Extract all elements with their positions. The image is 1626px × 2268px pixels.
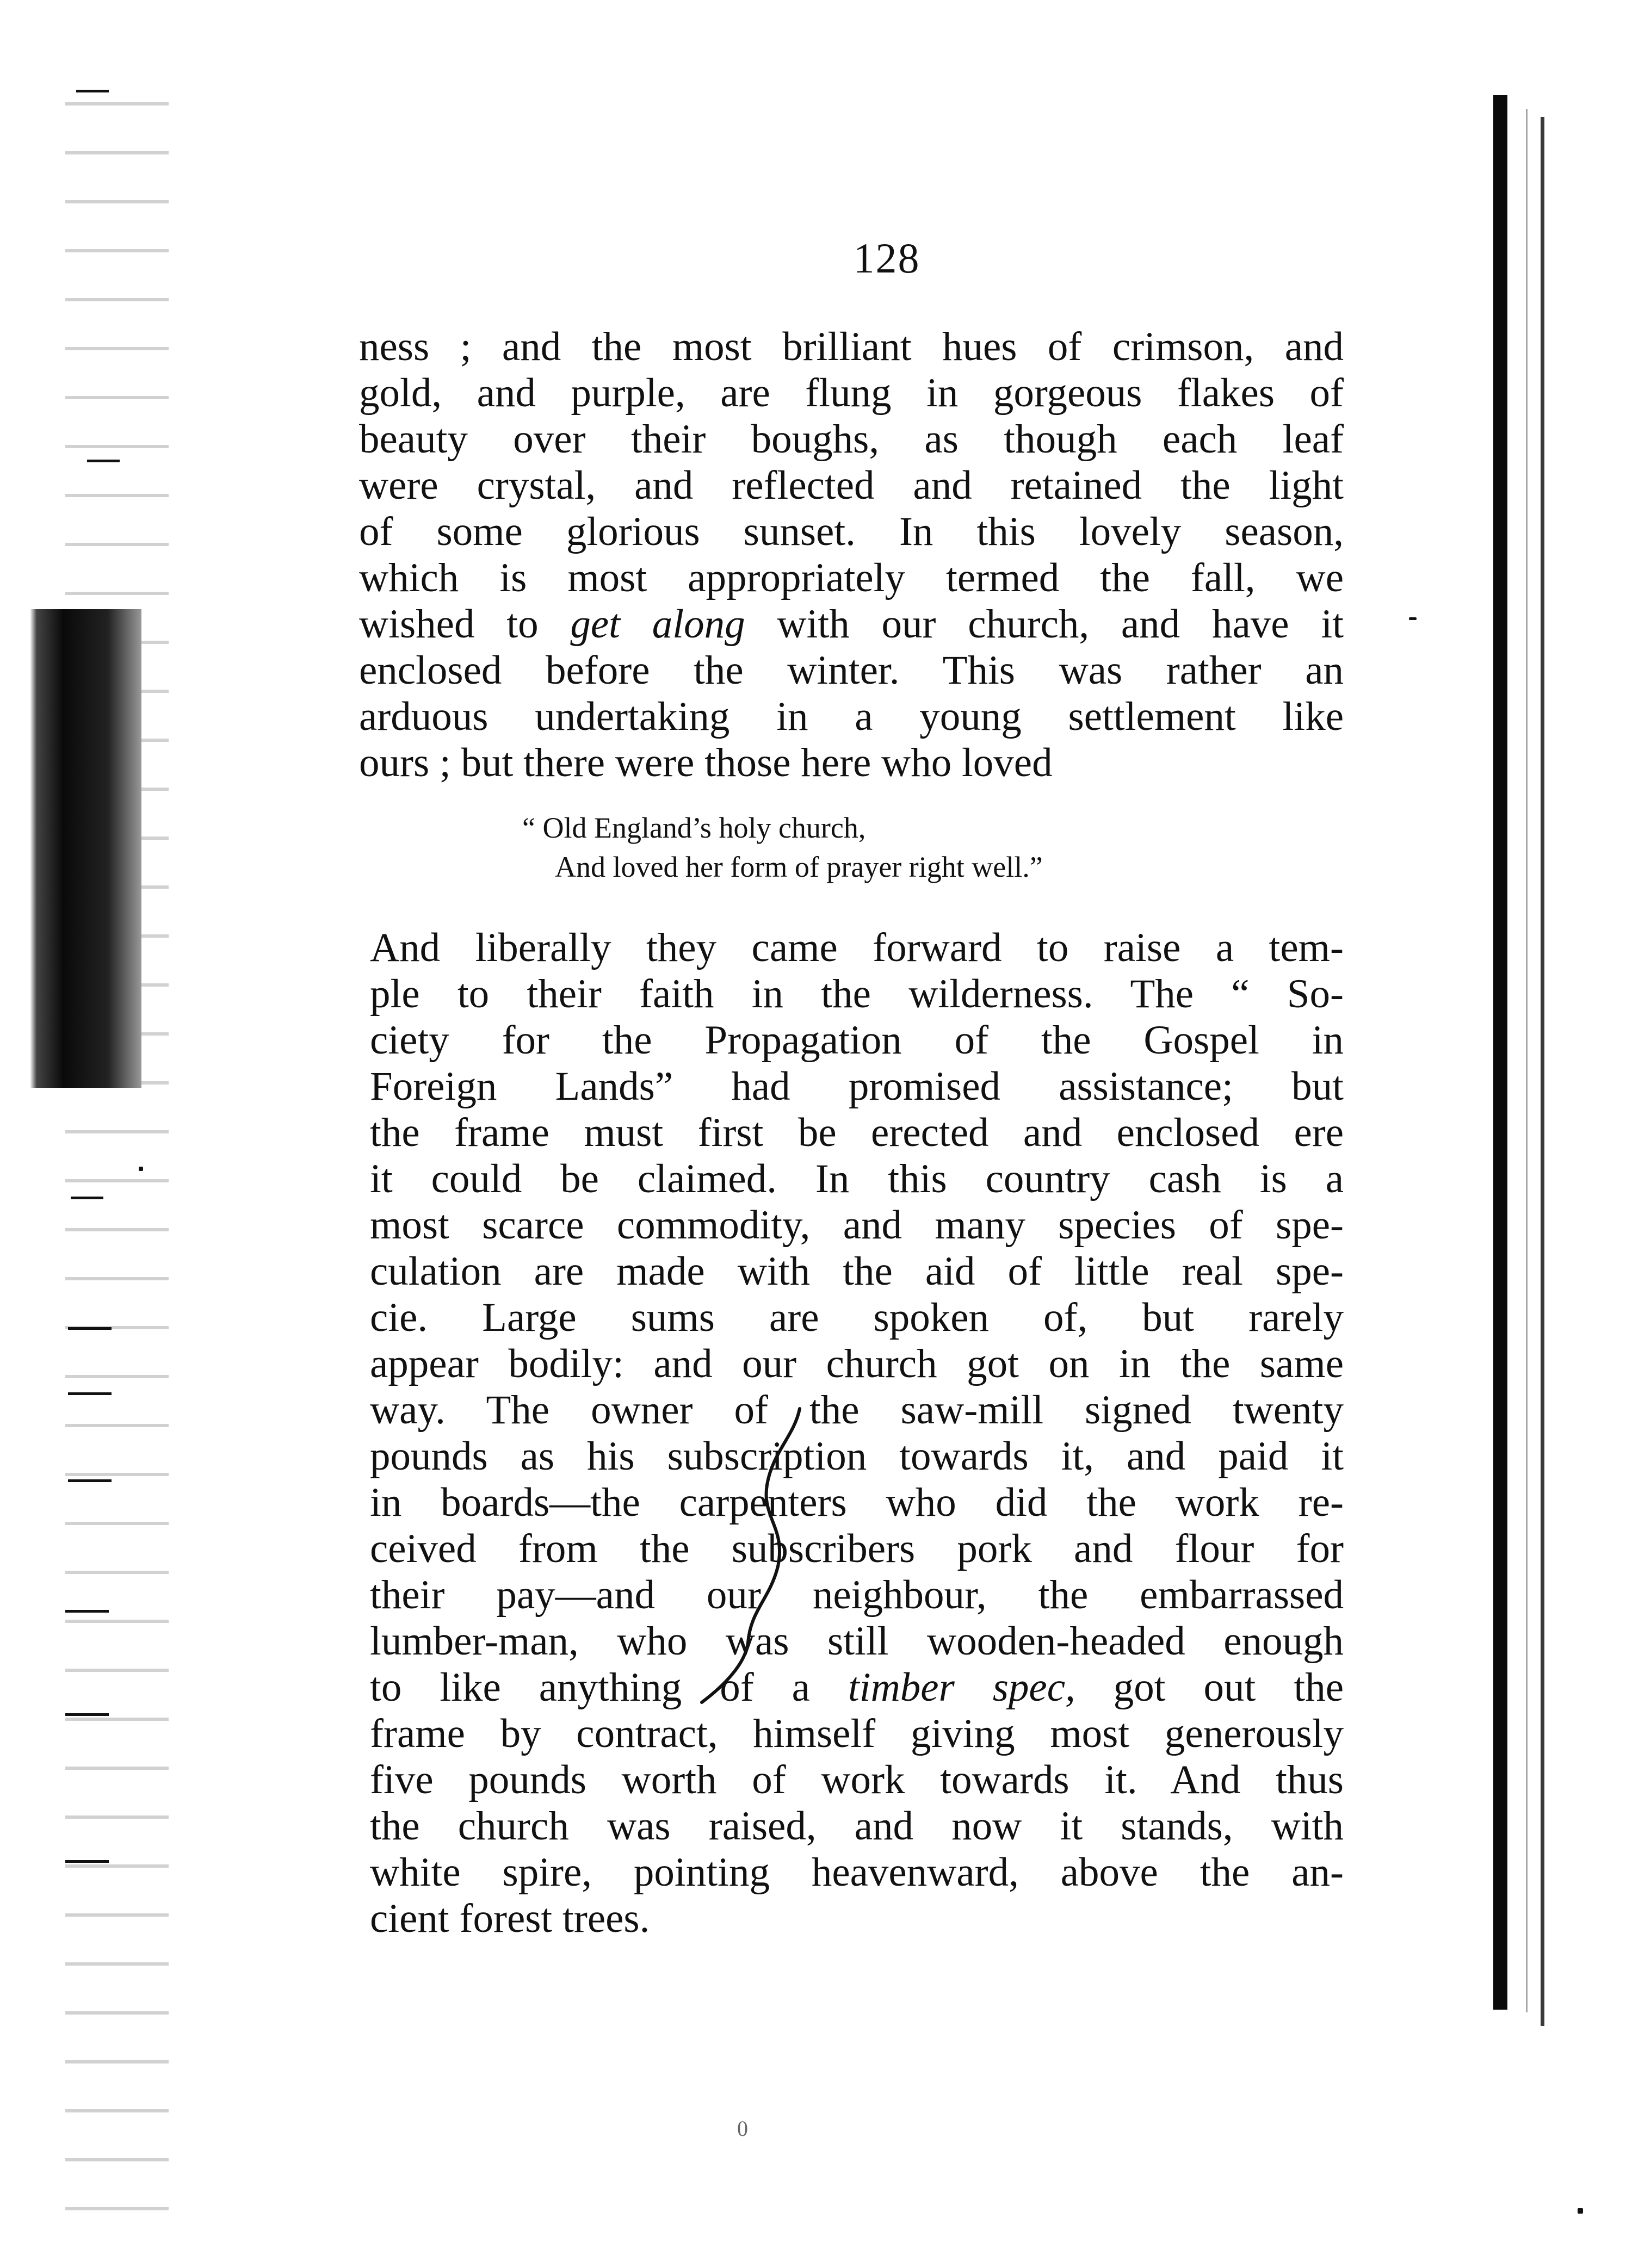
text-line: And liberally they came forward to raise a tem- xyxy=(370,925,1344,970)
text-line: arduous undertaking in a young settlement like xyxy=(359,694,1344,739)
text-line: Foreign Lands” had promised assistance; but xyxy=(370,1064,1344,1109)
gutter-tick xyxy=(65,1610,109,1613)
text-line: frame by contract, himself giving most generously xyxy=(370,1711,1344,1756)
dark-binding-shadow xyxy=(30,609,141,1088)
text-line: lumber-man, who was still wooden-headed enough xyxy=(370,1619,1344,1664)
text-line: appear bodily: and our church got on in the same xyxy=(370,1341,1344,1386)
text-line: enclosed before the winter. This was rather an xyxy=(359,648,1344,693)
text-line: beauty over their boughs, as though each leaf xyxy=(359,417,1344,462)
text-run: got out the xyxy=(1075,1665,1344,1710)
text-run: wished to xyxy=(359,602,571,647)
scan-speck xyxy=(139,1167,143,1171)
text-run: to like anything of a xyxy=(370,1665,848,1710)
text-line: pounds as his subscription towards it, and paid it xyxy=(370,1434,1344,1479)
text-line: ple to their faith in the wilderness. The “ So- xyxy=(370,971,1344,1017)
scan-speck xyxy=(1409,617,1417,620)
quote-line: And loved her form of prayer right well.” xyxy=(555,851,1043,883)
gutter-tick xyxy=(65,1713,109,1716)
bottom-mark: 0 xyxy=(737,2116,748,2141)
right-margin-shadow xyxy=(1526,109,1528,2012)
text-line: most scarce commodity, and many species of spe- xyxy=(370,1203,1344,1248)
quote-line: “ Old England’s holy church, xyxy=(522,811,866,844)
text-line: in boards—the carpenters who did the work re- xyxy=(370,1480,1344,1525)
text-line: cie. Large sums are spoken of, but rarely xyxy=(370,1295,1344,1340)
text-line: of some glorious sunset. In this lovely season, xyxy=(359,509,1344,554)
text-line: which is most appropriately termed the fall, we xyxy=(359,555,1344,600)
text-line: the church was raised, and now it stands, with xyxy=(370,1804,1344,1849)
text-line: ours ; but there were those here who loved xyxy=(359,740,1053,785)
text-line: ciety for the Propagation of the Gospel in xyxy=(370,1018,1344,1063)
gutter-tick xyxy=(68,1327,112,1330)
text-line: white spire, pointing heavenward, above the an- xyxy=(370,1850,1344,1895)
text-line: cient forest trees. xyxy=(370,1896,650,1941)
text-run: with our church, and have it xyxy=(745,602,1344,647)
text-line: culation are made with the aid of little real spe- xyxy=(370,1249,1344,1294)
right-binding-rule xyxy=(1493,95,1507,2010)
gutter-tick xyxy=(68,1479,112,1482)
gutter-tick xyxy=(87,460,120,462)
italic-text: get along xyxy=(570,602,745,647)
text-line: ness ; and the most brilliant hues of crimson, and xyxy=(359,324,1344,369)
gutter-tick xyxy=(76,90,109,92)
text-line xyxy=(370,1667,1344,1708)
pen-stroke-mark xyxy=(691,1403,832,1708)
page-number: 128 xyxy=(853,234,920,282)
text-line: five pounds worth of work towards it. And thus xyxy=(370,1757,1344,1802)
right-edge-rule xyxy=(1541,117,1544,2026)
italic-text: timber spec, xyxy=(848,1665,1075,1710)
text-line: it could be claimed. In this country cash is a xyxy=(370,1156,1344,1201)
left-gutter-scan-noise xyxy=(65,82,169,2252)
text-line: were crystal, and reflected and retained the light xyxy=(359,463,1344,508)
text-line: the frame must first be erected and enclosed ere xyxy=(370,1110,1344,1155)
text-line: their pay—and our neighbour, the embarrassed xyxy=(370,1572,1344,1618)
gutter-tick xyxy=(71,1197,103,1199)
text-line xyxy=(359,604,1344,645)
text-line: gold, and purple, are flung in gorgeous flakes of xyxy=(359,370,1344,416)
gutter-tick xyxy=(65,1860,109,1863)
text-line: ceived from the subscribers pork and flour for xyxy=(370,1526,1344,1571)
gutter-tick xyxy=(68,1392,112,1395)
scan-speck xyxy=(1578,2208,1583,2214)
text-line: way. The owner of the saw-mill signed twenty xyxy=(370,1387,1344,1433)
